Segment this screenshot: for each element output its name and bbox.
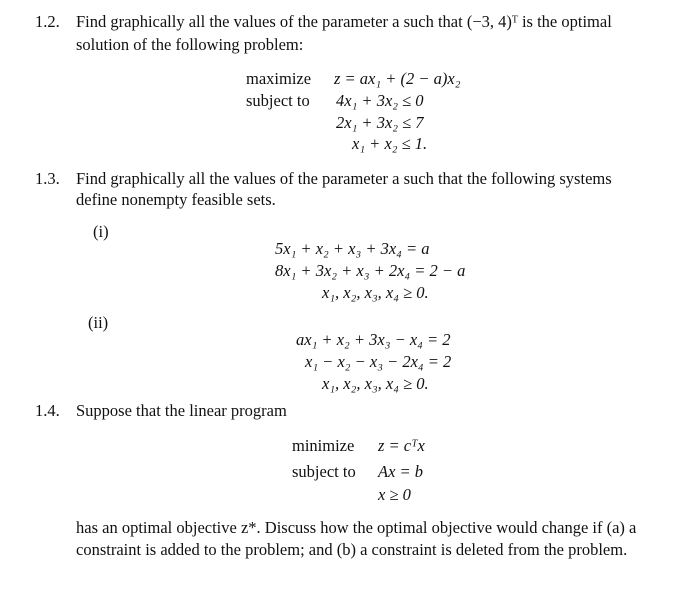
- system-equation: x₁, x₂, x₃, x₄ ≥ 0.: [322, 283, 429, 302]
- problem-number: 1.3.: [35, 169, 60, 188]
- problem-number: 1.2.: [35, 12, 60, 31]
- lp-constraint: x₁ + x₂ ≤ 1.: [352, 134, 428, 153]
- system-equation: 8x₁ + 3x₂ + x₃ + 2x₄ = 2 − a: [275, 261, 466, 280]
- lp-constraint: Ax = b: [378, 462, 424, 481]
- system-equation: x₁ − x₂ − x₃ − 2x₄ = 2: [305, 352, 452, 371]
- problem-text: Suppose that the linear program: [76, 401, 287, 420]
- lp-keyword: minimize: [292, 436, 355, 455]
- problem-text: constraint is added to the problem; and (b) a constraint is deleted from the problem.: [76, 540, 628, 559]
- system-equation: ax₁ + x₂ + 3x₃ − x₄ = 2: [296, 330, 451, 349]
- problem-text: Find graphically all the values of the parameter a such that the following systems: [76, 169, 612, 188]
- system-label: (ii): [88, 313, 109, 332]
- system-equation: x₁, x₂, x₃, x₄ ≥ 0.: [322, 374, 429, 393]
- problem-text: has an optimal objective z*. Discuss how the optimal objective would change if (a) a: [76, 518, 637, 537]
- problem-text: Find graphically all the values of the parameter a such that (−3, 4)ᵀ is the optimal: [76, 12, 612, 31]
- lp-keyword: subject to: [246, 91, 310, 110]
- lp-constraint: 4x₁ + 3x₂ ≤ 0: [336, 91, 424, 110]
- lp-objective: z = cᵀx: [378, 436, 425, 455]
- problem-number: 1.4.: [35, 401, 60, 420]
- lp-keyword: subject to: [292, 462, 356, 481]
- problem-text: solution of the following problem:: [76, 35, 304, 54]
- lp-constraint: 2x₁ + 3x₂ ≤ 7: [336, 113, 424, 132]
- system-label: (i): [93, 222, 109, 241]
- lp-constraint: x ≥ 0: [378, 485, 411, 504]
- system-equation: 5x₁ + x₂ + x₃ + 3x₄ = a: [275, 239, 430, 258]
- lp-objective: z = ax₁ + (2 − a)x₂: [334, 69, 461, 88]
- problem-text: define nonempty feasible sets.: [76, 190, 276, 209]
- lp-keyword: maximize: [246, 69, 312, 88]
